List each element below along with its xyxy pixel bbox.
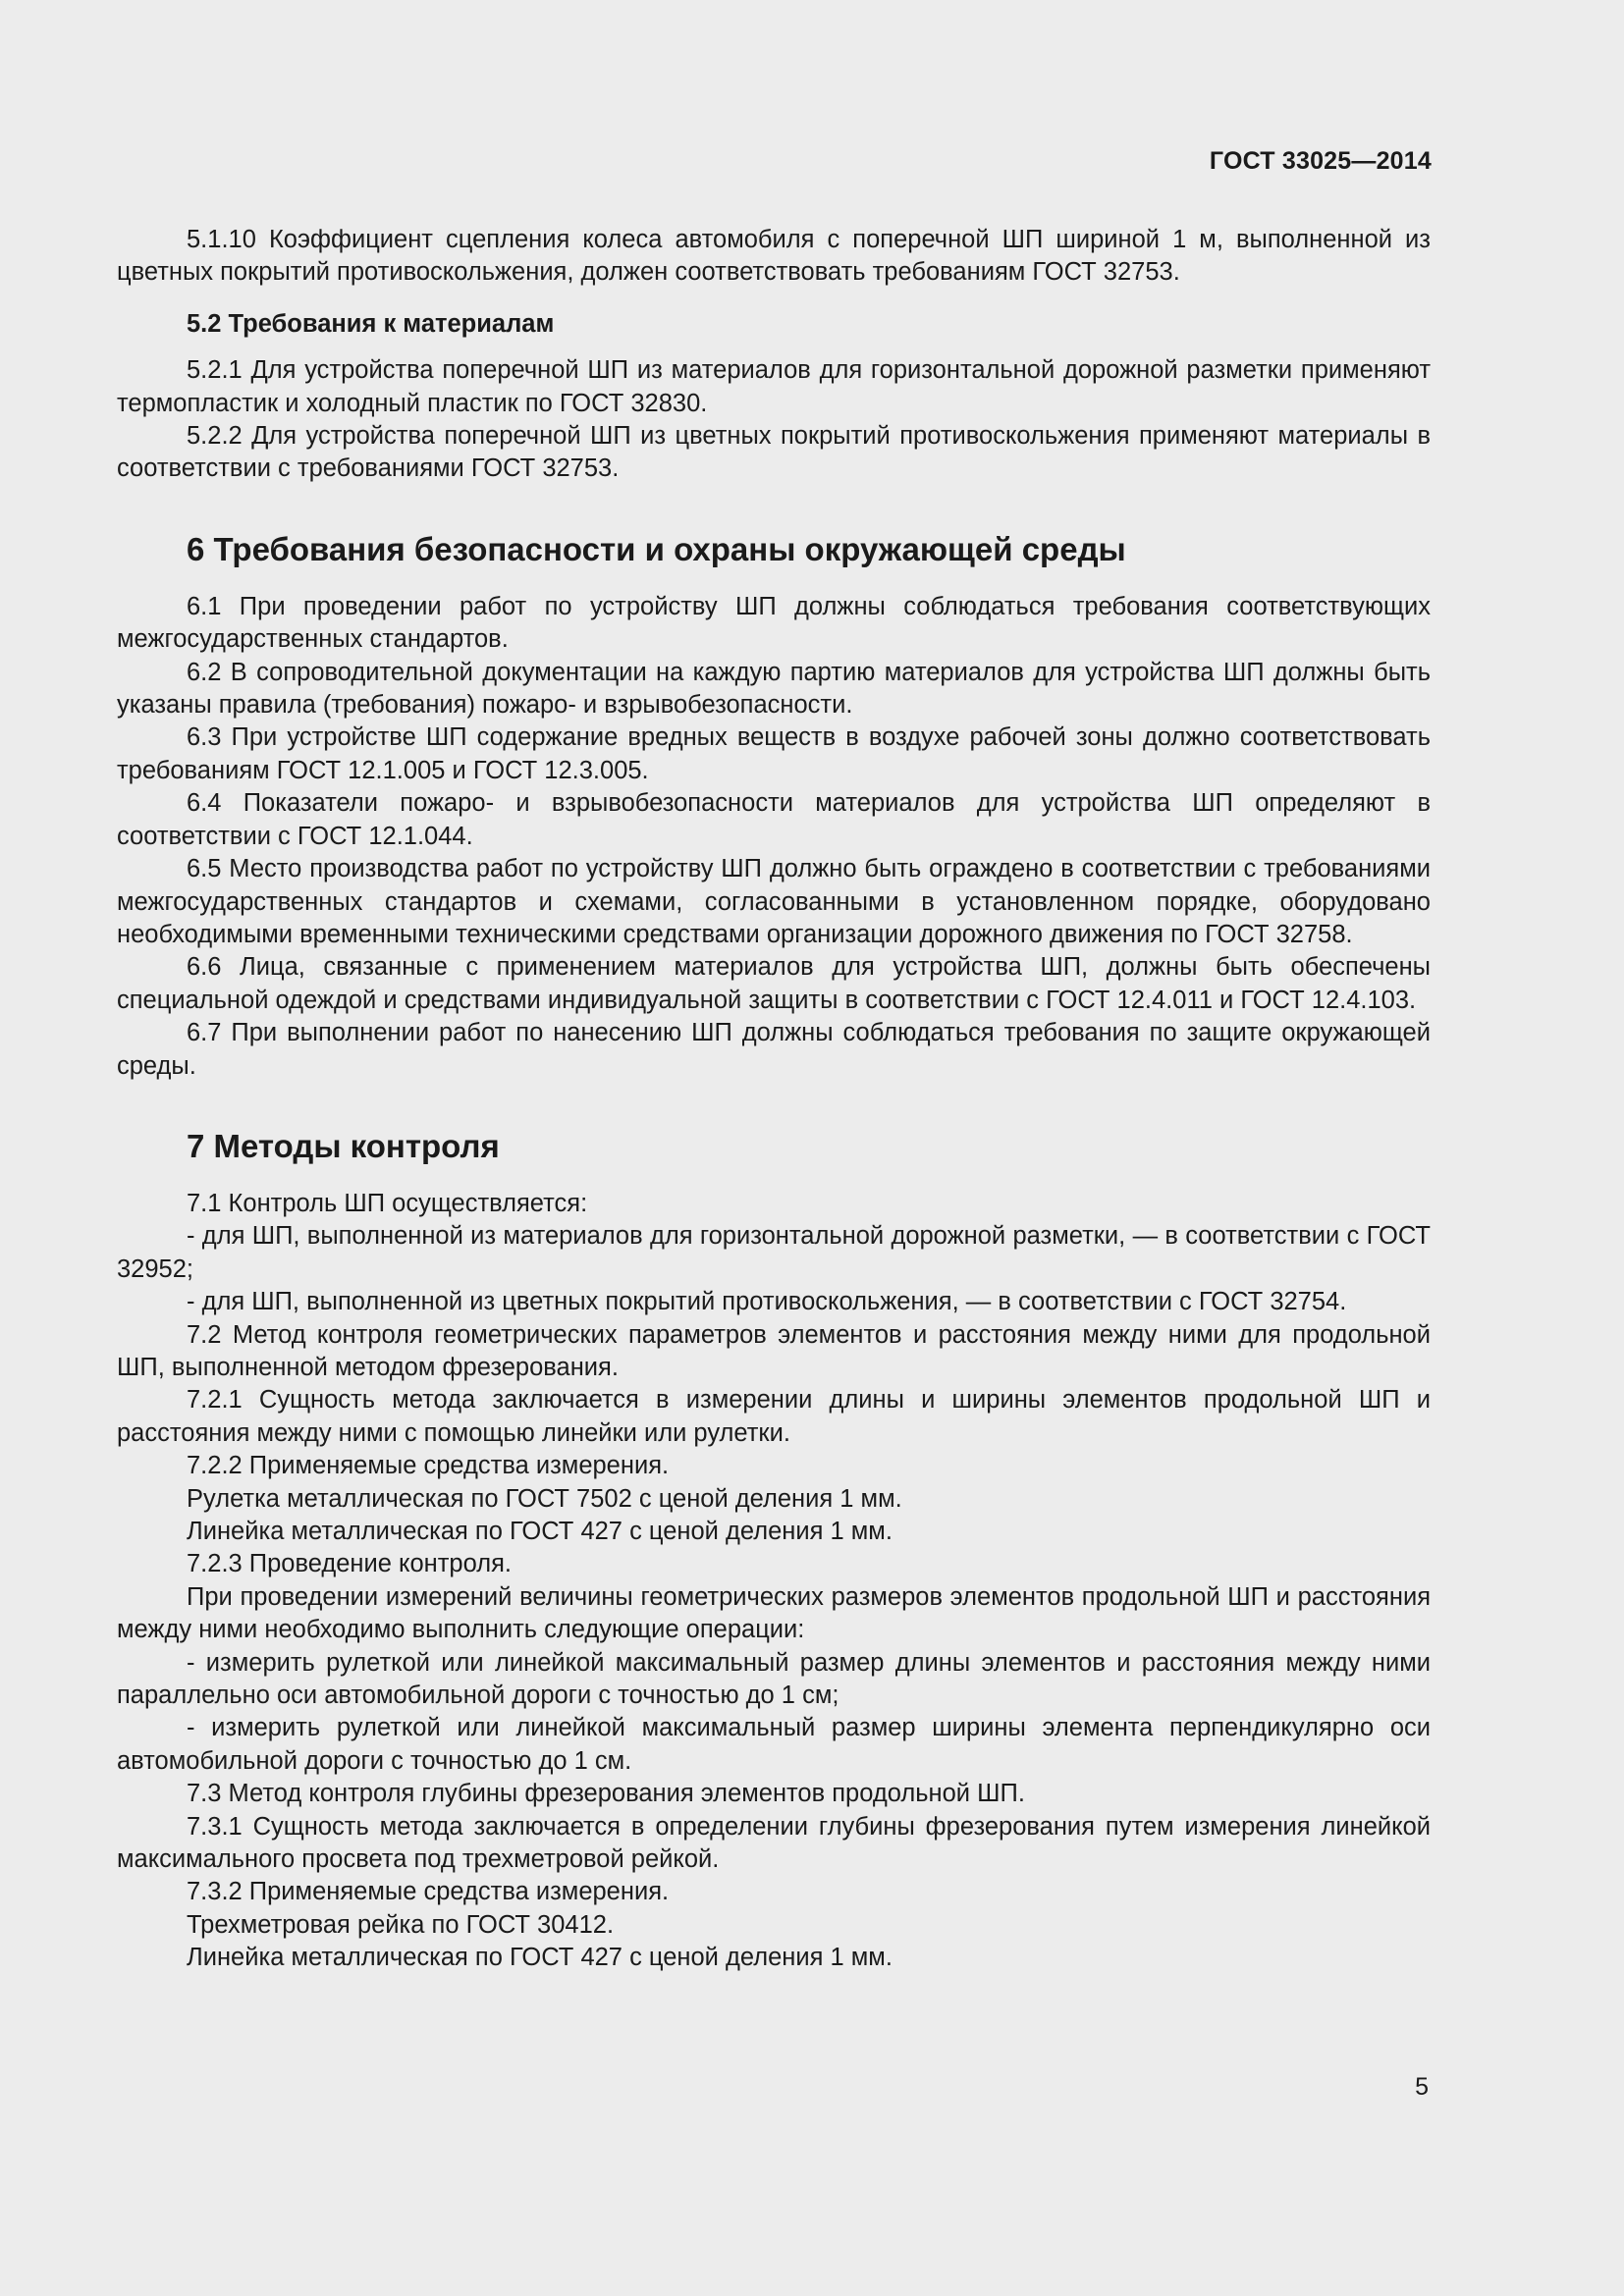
paragraph-7-2-2-a: Рулетка металлическая по ГОСТ 7502 с ценой деления 1 мм. bbox=[187, 1484, 902, 1513]
document-body bbox=[117, 224, 1431, 1975]
paragraph-7-3-2: 7.3.2 Применяемые средства измерения. bbox=[187, 1878, 670, 1906]
paragraph-7-2-1: 7.2.1 Сущность метода заключается в измерении длины и ширины элементов продольной ШП и расстояния между ними с помощью линейки или рулетки. bbox=[117, 1386, 1431, 1447]
paragraph-7-3-2-b: Линейка металлическая по ГОСТ 427 с ценой деления 1 мм. bbox=[187, 1944, 893, 1972]
list-item-7-1-a: - для ШП, выполненной из материалов для горизонтальной дорожной разметки, — в соответствии с ГОСТ 32952; bbox=[117, 1222, 1431, 1283]
paragraph-7-2-3-a: При проведении измерений величины геометрических размеров элементов продольной ШП и расстояния между ними необходимо выполнить следующие операции: bbox=[117, 1582, 1431, 1644]
paragraph-6-5: 6.5 Место производства работ по устройству ШП должно быть ограждено в соответствии с требованиями межгосударственных стандартов и схемами, согласованными в установленном порядке, оборудовано необходимыми временными техническими средствами организации дорожного движения по ГОСТ 32758. bbox=[117, 855, 1431, 948]
list-item-7-2-3-c: - измерить рулеткой или линейкой максимальный размер ширины элемента перпендикулярно оси автомобильной дороги с точностью до 1 см. bbox=[117, 1714, 1431, 1775]
paragraph-7-2-3: 7.2.3 Проведение контроля. bbox=[187, 1550, 512, 1578]
paragraph-6-1: 6.1 При проведении работ по устройству ШП должны соблюдаться требования соответствующих межгосударственных стандартов. bbox=[117, 592, 1431, 654]
section-heading-7: 7 Методы контроля bbox=[187, 1127, 500, 1164]
paragraph-7-2-2-b: Линейка металлическая по ГОСТ 427 с ценой деления 1 мм. bbox=[187, 1518, 893, 1545]
paragraph-6-6: 6.6 Лица, связанные с применением материалов для устройства ШП, должны быть обеспечены специальной одеждой и средствами индивидуальной защиты в соответствии с ГОСТ 12.4.011 и ГОСТ 12.4.103. bbox=[117, 953, 1431, 1014]
document-header: ГОСТ 33025—2014 bbox=[1209, 147, 1432, 175]
paragraph-7-3-1: 7.3.1 Сущность метода заключается в определении глубины фрезерования путем измерения линейкой максимального просвета под трехметровой рейкой. bbox=[117, 1812, 1431, 1874]
paragraph-6-2: 6.2 В сопроводительной документации на каждую партию материалов для устройства ШП должны быть указаны правила (требования) пожаро- и взрывобезопасности. bbox=[117, 658, 1431, 720]
paragraph-5-2-2: 5.2.2 Для устройства поперечной ШП из цветных покрытий противоскольжения применяют материалы в соответствии с требованиями ГОСТ 32753. bbox=[117, 422, 1431, 483]
paragraph-7-1: 7.1 Контроль ШП осуществляется: bbox=[187, 1189, 588, 1217]
subsection-heading-5-2: 5.2 Требования к материалам bbox=[187, 309, 555, 338]
paragraph-7-3: 7.3 Метод контроля глубины фрезерования элементов продольной ШП. bbox=[187, 1780, 1025, 1808]
paragraph-6-7: 6.7 При выполнении работ по нанесению ШП должны соблюдаться требования по защите окружающей среды. bbox=[117, 1019, 1431, 1080]
paragraph-7-2: 7.2 Метод контроля геометрических параметров элементов и расстояния между ними для продольной ШП, выполненной методом фрезерования. bbox=[117, 1320, 1431, 1381]
paragraph-6-4: 6.4 Показатели пожаро- и взрывобезопасности материалов для устройства ШП определяют в соответствии с ГОСТ 12.1.044. bbox=[117, 789, 1431, 850]
paragraph-5-1-10: 5.1.10 Коэффициент сцепления колеса автомобиля с поперечной ШП шириной 1 м, выполненной из цветных покрытий противоскольжения, должен соответствовать требованиям ГОСТ 32753. bbox=[117, 226, 1431, 287]
page-number: 5 bbox=[1415, 2073, 1429, 2101]
list-item-7-1-b: - для ШП, выполненной из цветных покрытий противоскольжения, — в соответствии с ГОСТ 32754. bbox=[187, 1288, 1347, 1316]
section-heading-6: 6 Требования безопасности и охраны окружающей среды bbox=[187, 530, 1126, 567]
paragraph-7-3-2-a: Трехметровая рейка по ГОСТ 30412. bbox=[187, 1910, 615, 1939]
list-item-7-2-3-b: - измерить рулеткой или линейкой максимальный размер длины элементов и расстояния между ними параллельно оси автомобильной дороги с точностью до 1 см; bbox=[117, 1648, 1431, 1710]
paragraph-6-3: 6.3 При устройстве ШП содержание вредных веществ в воздухе рабочей зоны должно соответствовать требованиям ГОСТ 12.1.005 и ГОСТ 12.3.005. bbox=[117, 723, 1431, 784]
paragraph-7-2-2: 7.2.2 Применяемые средства измерения. bbox=[187, 1452, 670, 1480]
paragraph-5-2-1: 5.2.1 Для устройства поперечной ШП из материалов для горизонтальной дорожной разметки применяют термопластик и холодный пластик по ГОСТ 32830. bbox=[117, 356, 1431, 417]
